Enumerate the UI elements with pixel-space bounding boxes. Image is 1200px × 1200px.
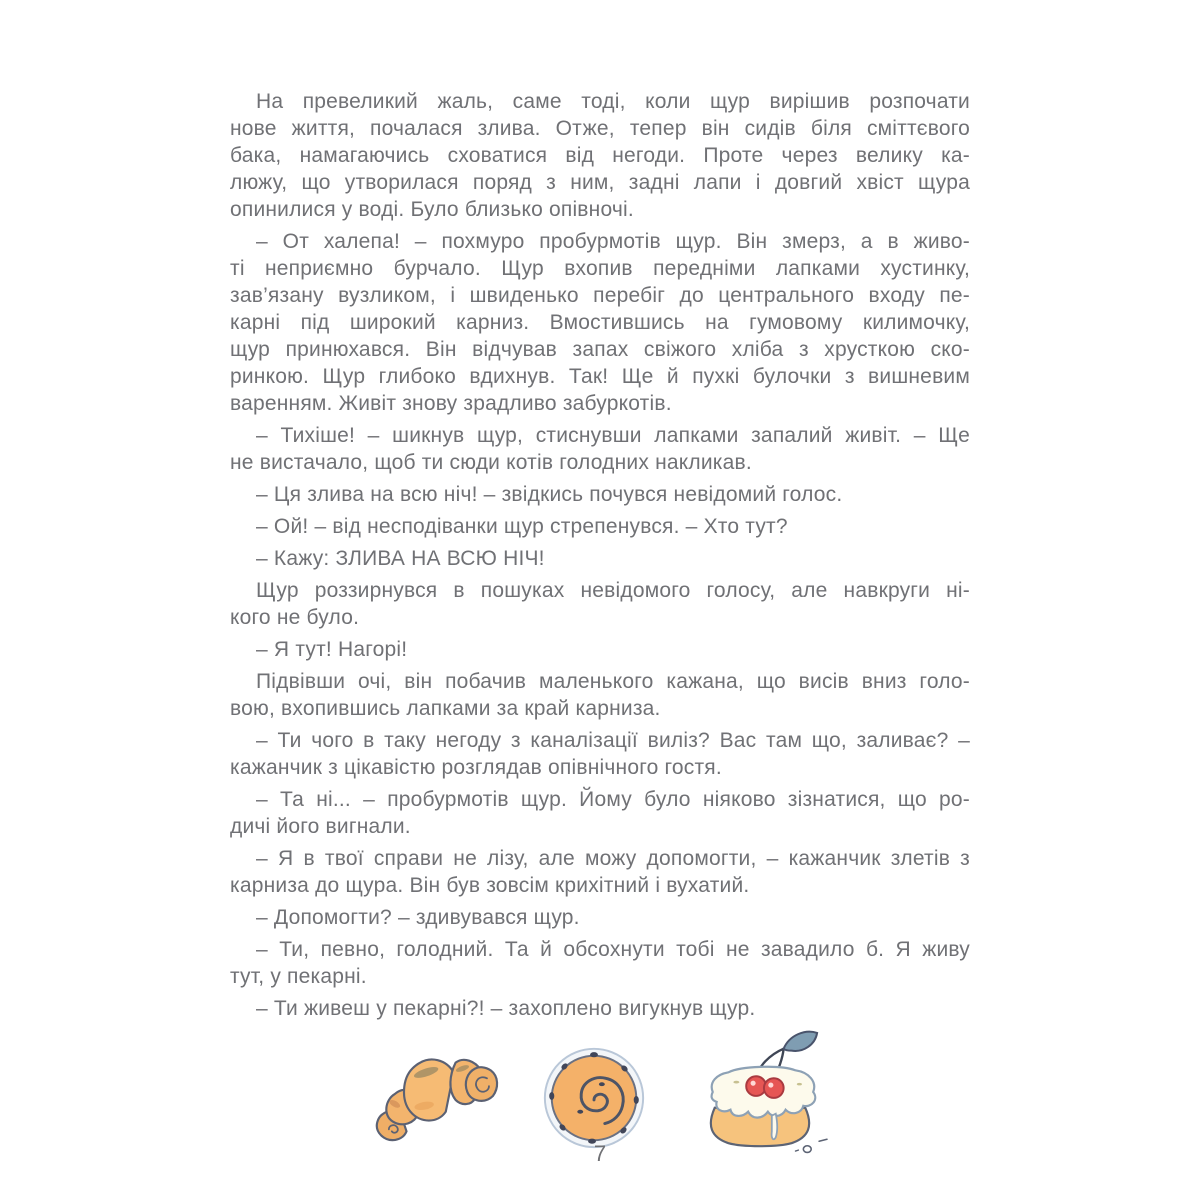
text-line: – Ти чого в таку негоду з каналізації виліз? Вас там що, заливає? – [256,729,970,752]
cinnamon-roll-illustration [537,1039,651,1153]
text-line: кажанчик з цікавістю розглядав опівнічного гостя. [230,756,722,779]
text-line: щур принюхався. Він відчував запах свіжого хліба з хрусткою ско- [230,338,970,361]
paragraph [230,786,970,840]
text-line: карні під широкий карниз. Вмостившись на гумовому килимочку, [230,311,970,334]
paragraph [230,545,970,572]
text-line: кого не було. [230,606,360,629]
paragraph [230,904,970,931]
paragraph [230,513,970,540]
text-line: тут, у пекарні. [230,965,367,988]
text-line: Підвівши очі, він побачив маленького кажана, що висів вниз голо- [256,670,970,693]
paragraph [230,727,970,781]
croissant-illustration [365,1043,503,1149]
text-line: На превеликий жаль, саме тоді, коли щур вирішив розпочати [256,90,970,113]
text-line: не вистачало, щоб ти сюди котів голодних накликав. [230,451,752,474]
page-content [230,0,970,1167]
text-line: бака, намагаючись сховатися від негоди. Проте через велику ка- [230,144,970,167]
text-line: – Кажу: ЗЛИВА НА ВСЮ НІЧ! [256,547,545,570]
paragraph [230,668,970,722]
text-line: – От халепа! – похмуро пробурмотів щур. Він змерз, а в живо- [256,230,970,253]
paragraph [230,481,970,508]
text-line: – Ця злива на всю ніч! – звідкись почувся невідомий голос. [256,483,843,506]
paragraph [230,88,970,223]
text-line: – Ти живеш у пекарні?! – захоплено вигукнув щур. [256,997,756,1020]
paragraph [230,422,970,476]
paragraph [230,845,970,899]
story-text [230,88,970,1022]
text-line: варенням. Живіт знову зрадливо забуркотів. [230,392,672,415]
paragraph [230,577,970,631]
paragraph [230,228,970,417]
text-line: ринкою. Щур глибоко вдихнув. Так! Ще й пухкі булочки з вишневим [230,365,970,388]
pastry-illustrations [230,1027,970,1157]
text-line: – Ой! – від несподіванки щур стрепенувся. – Хто тут? [256,515,788,538]
cherry-cake-illustration [685,1027,835,1157]
paragraph [230,936,970,990]
text-line: ті неприємно бурчало. Щур вхопив передніми лапками хустинку, [230,257,970,280]
text-line: – Допомогти? – здивувався щур. [256,906,580,929]
text-line: нове життя, почалася злива. Отже, тепер він сидів біля сміттєвого [230,117,970,140]
text-line: зав’язану вузликом, і швиденько перебіг до центрального входу пе- [230,284,970,307]
text-line: – Ти, певно, голодний. Та й обсохнути тобі не завадило б. Я живу [256,938,970,961]
paragraph [230,636,970,663]
text-line: люжу, що утворилася поряд з ним, задні лапи і довгий хвіст щура [230,171,970,194]
text-line: – Тихіше! – шикнув щур, стиснувши лапками запалий живіт. – Ще [256,424,970,447]
text-line: – Я в твої справи не лізу, але можу допомогти, – кажанчик злетів з [256,847,970,870]
paragraph [230,995,970,1022]
text-line: – Та ні... – пробурмотів щур. Йому було ніяково зізнатися, що ро- [256,788,970,811]
text-line: – Я тут! Нагорі! [256,638,408,661]
text-line: вою, вхопившись лапками за край карниза. [230,697,661,720]
text-line: дичі його вигнали. [230,815,411,838]
page-number: 7 [593,1141,607,1166]
text-line: опинилися у воді. Було близько опівночі. [230,198,634,221]
text-line: Щур роззирнувся в пошуках невідомого голосу, але навкруги ні- [256,579,970,602]
text-line: карниза до щура. Він був зовсім крихітний і вухатий. [230,874,750,897]
